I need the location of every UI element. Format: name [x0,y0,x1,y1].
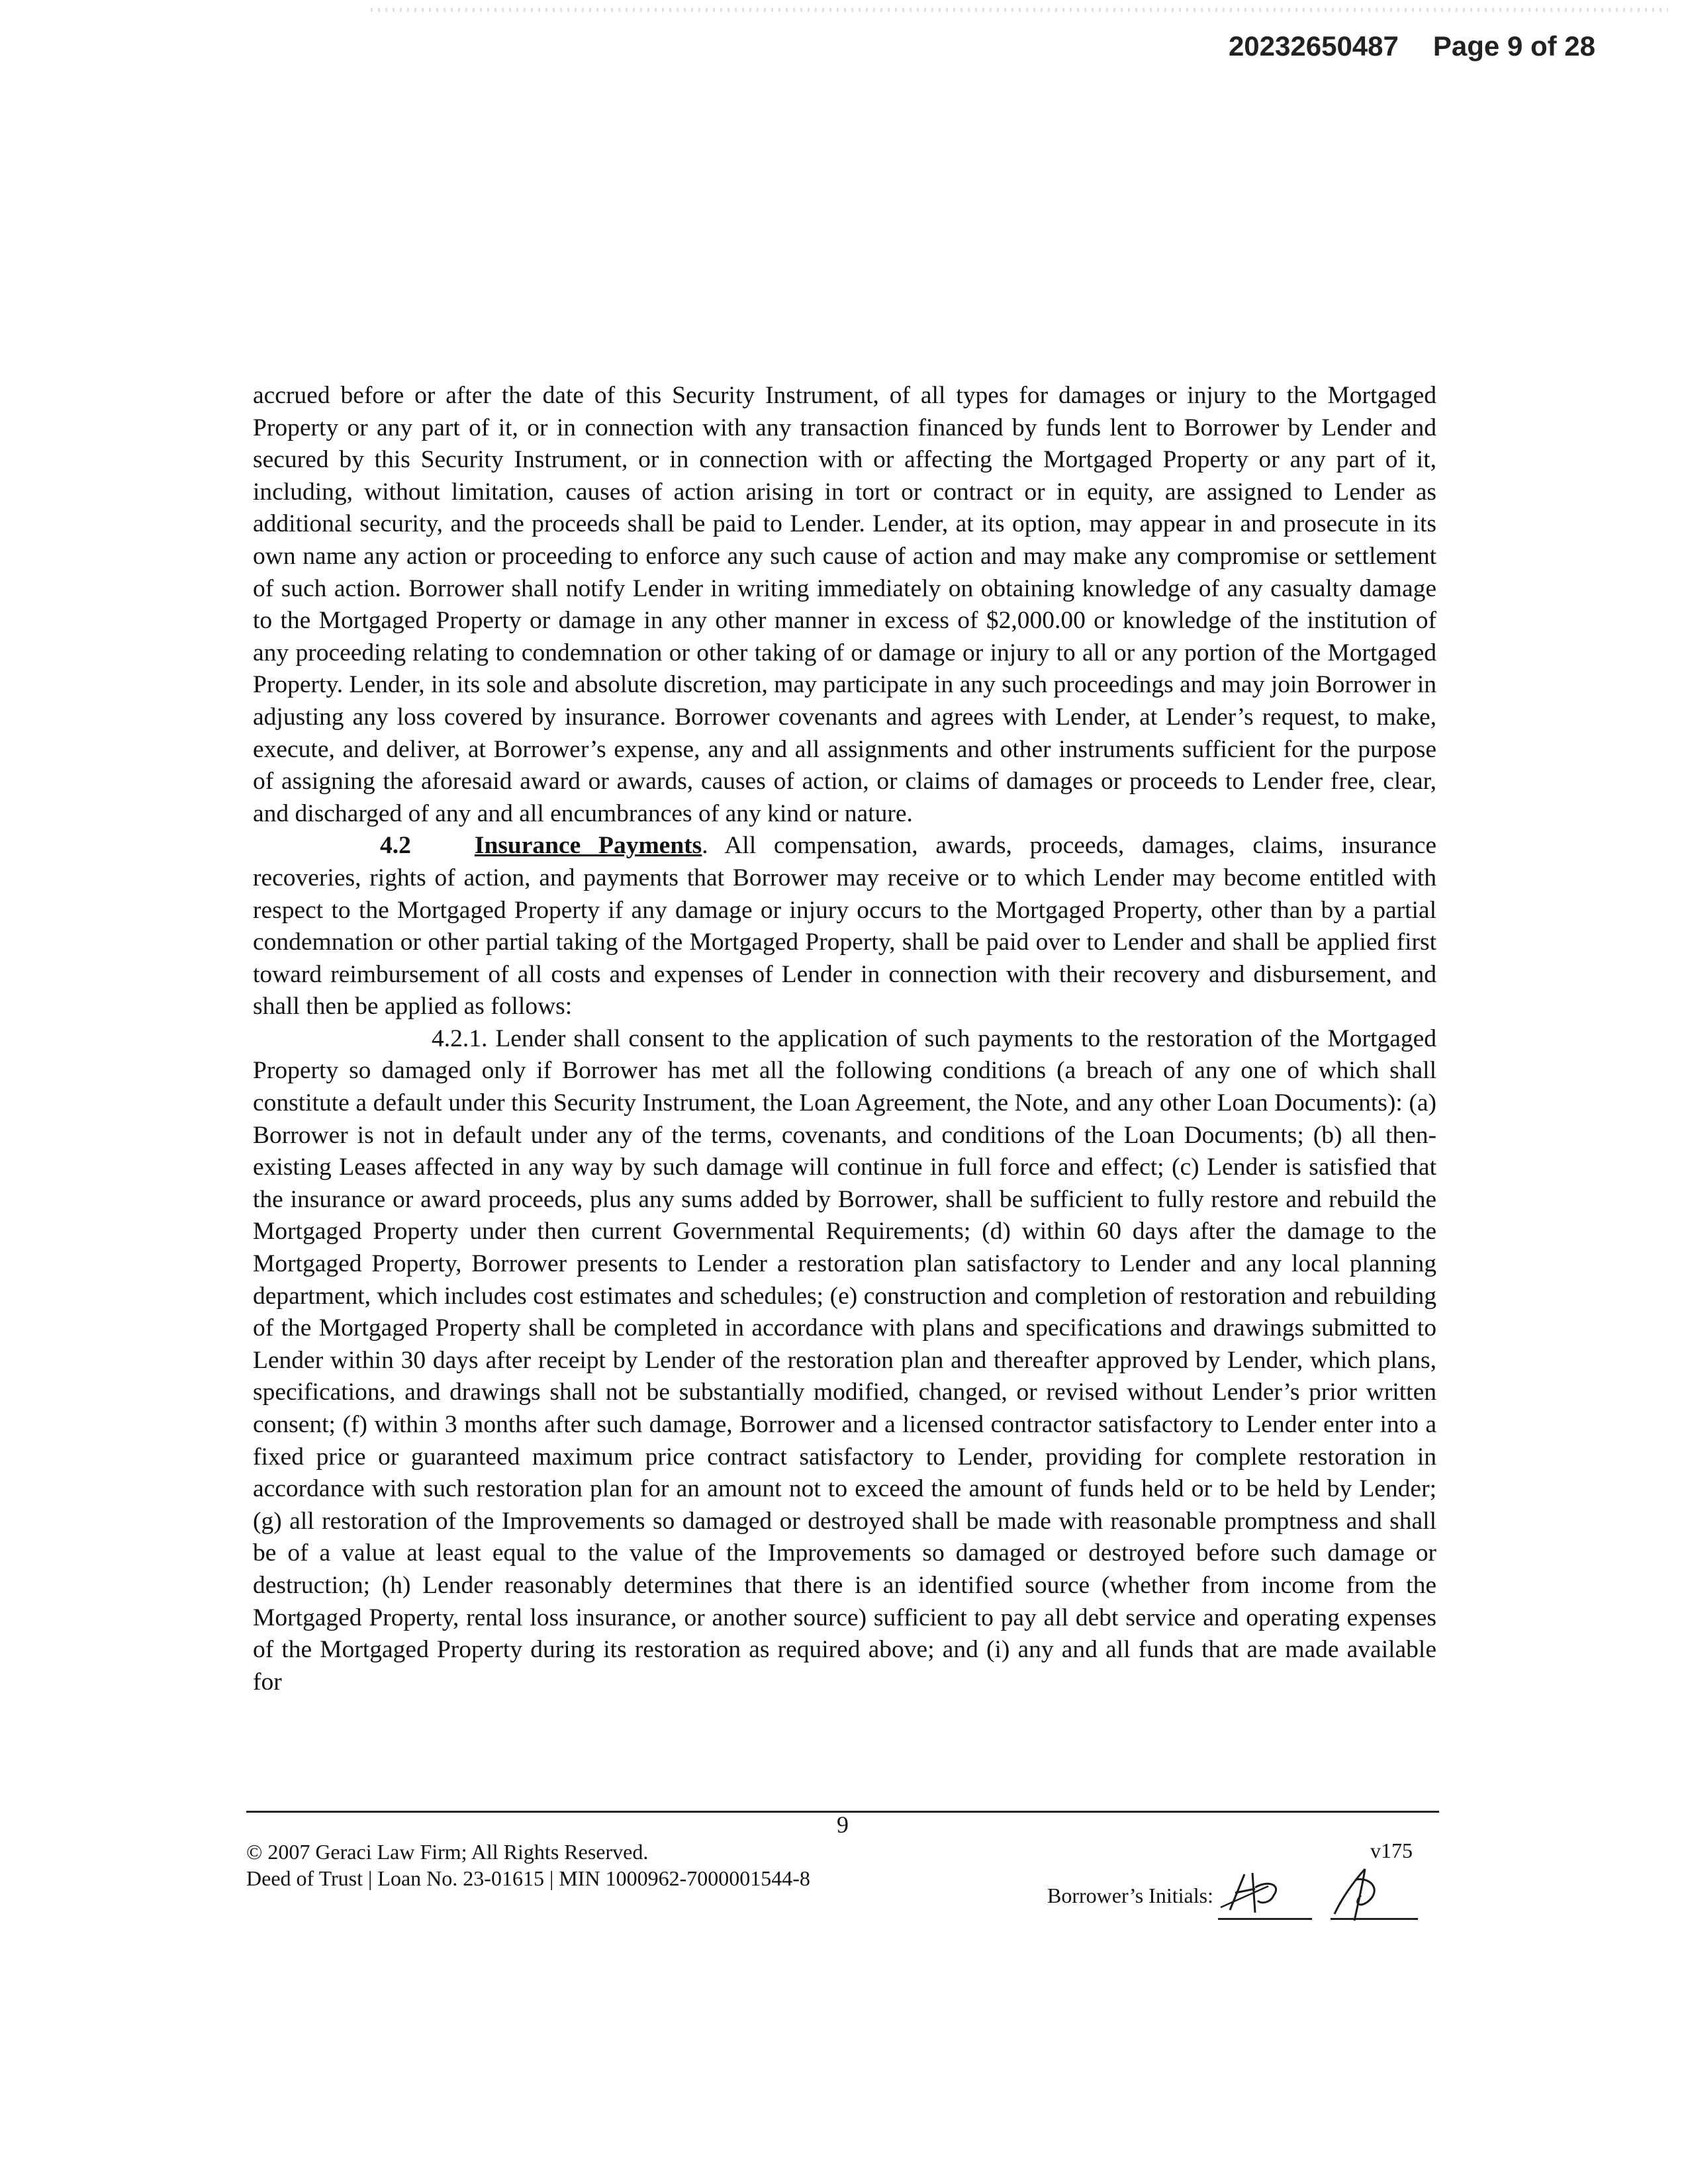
form-version: v175 [1370,1839,1413,1862]
document-number: 20232650487 [1228,30,1399,62]
document-info: Deed of Trust | Loan No. 23-01615 | MIN 1000962-7000001544-8 [246,1866,810,1890]
footer-info [246,1839,810,1891]
section-title: Insurance Payments [474,832,702,860]
paragraph-continued: accrued before or after the date of this Security Instrument, of all types for damages or injury to the Mortgaged Property or any part of it, or in connection with any transaction financed by funds lent to Borrower by Lender and secured by this Security Instrument, or in connection with or affecting the Mortgaged Property or any part of it, including, without limitation, causes of action arising in tort or contract or in equity, are assigned to Lender as additional security, and the proceeds shall be paid to Lender. Lender, at its option, may appear in and prosecute in its own name any action or proceeding to enforce any such cause of action and may make any compromise or settlement of such action. Borrower shall notify Lender in writing immediately on obtaining knowledge of any casualty damage to the Mortgaged Property or damage in any other manner in excess of $2,000.00 or knowledge of the institution of any proceeding relating to condemnation or other taking of or damage or injury to all or any portion of the Mortgaged Property. Lender, in its sole and absolute discretion, may participate in any such proceedings and may join Borrower in adjusting any loss covered by insurance. Borrower covenants and agrees with Lender, at Lender’s request, to make, execute, and deliver, at Borrower’s expense, any and all assignments and other instruments sufficient for the purpose of assigning the aforesaid award or awards, causes of action, or claims of damages or proceeds to Lender free, clear, and discharged of any and all encumbrances of any kind or nature. [253,382,1436,827]
page-indicator: Page 9 of 28 [1432,30,1595,62]
section-4-2-paragraph [253,830,1436,1023]
scan-artifact-line [371,8,1668,12]
subsection-4-2-1-paragraph: 4.2.1. Lender shall consent to the application of such payments to the restoration of the Mortgaged Property so damaged only if Borrower has met all the following conditions (a breach of any one of which shall constitute a default under this Security Instrument, the Loan Agreement, the Note, and any other Loan Documents): (a) Borrower is not in default under any of the terms, covenants, and conditions of the Loan Documents; (b) all then-existing Leases affected in any way by such damage will continue in full force and effect; (c) Lender is satisfied that the insurance or award proceeds, plus any sums added by Borrower, shall be sufficient to fully restore and rebuild the Mortgaged Property under then current Governmental Requirements; (d) within 60 days after the damage to the Mortgaged Property, Borrower presents to Lender a restoration plan satisfactory to Lender and any local planning department, which includes cost estimates and schedules; (e) construction and completion of restoration and rebuilding of the Mortgaged Property shall be completed in accordance with plans and specifications and drawings submitted to Lender within 30 days after receipt by Lender of the restoration plan and thereafter approved by Lender, which plans, specifications, and drawings shall not be substantially modified, changed, or revised without Lender’s prior written consent; (f) within 3 months after such damage, Borrower and a licensed contractor satisfactory to Lender enter into a fixed price or guaranteed maximum price contract satisfactory to Lender, providing for complete restoration in accordance with such restoration plan for an amount not to exceed the amount of funds held or to be held by Lender; (g) all restoration of the Improvements so damaged or destroyed shall be made with reasonable promptness and shall be of a value at least equal to the value of the Improvements so damaged or destroyed before such damage or destruction; (h) Lender reasonably determines that there is an identified source (whether from income from the Mortgaged Property, rental loss insurance, or another source) sufficient to pay all debt service and operating expenses of the Mortgaged Property during its restoration as required above; and (i) any and all funds that are made available for [253,1024,1436,1696]
document-body [253,380,1436,1698]
borrower-initials-signature [1192,1846,1443,1926]
section-number: 4.2 [380,832,411,860]
borrower-initials-label: Borrower’s Initials: [1047,1884,1213,1907]
copyright-notice: © 2007 Geraci Law Firm; All Rights Reserved. [246,1840,649,1864]
section-text: . All compensation, awards, proceeds, damages, claims, insurance recoveries, rights of action, and payments that Borrower may receive or to which Lender may become entitled with respect to the Mortgaged Property if any damage or injury occurs to the Mortgaged Property, other than by a partial condemnation or other partial taking of the Mortgaged Property, shall be paid over to Lender and shall be applied first toward reimbursement of all costs and expenses of Lender in connection with their recovery and disbursement, and shall then be applied as follows: [253,832,1436,1021]
page-header [1229,30,1595,62]
page-number: 9 [837,1811,849,1838]
